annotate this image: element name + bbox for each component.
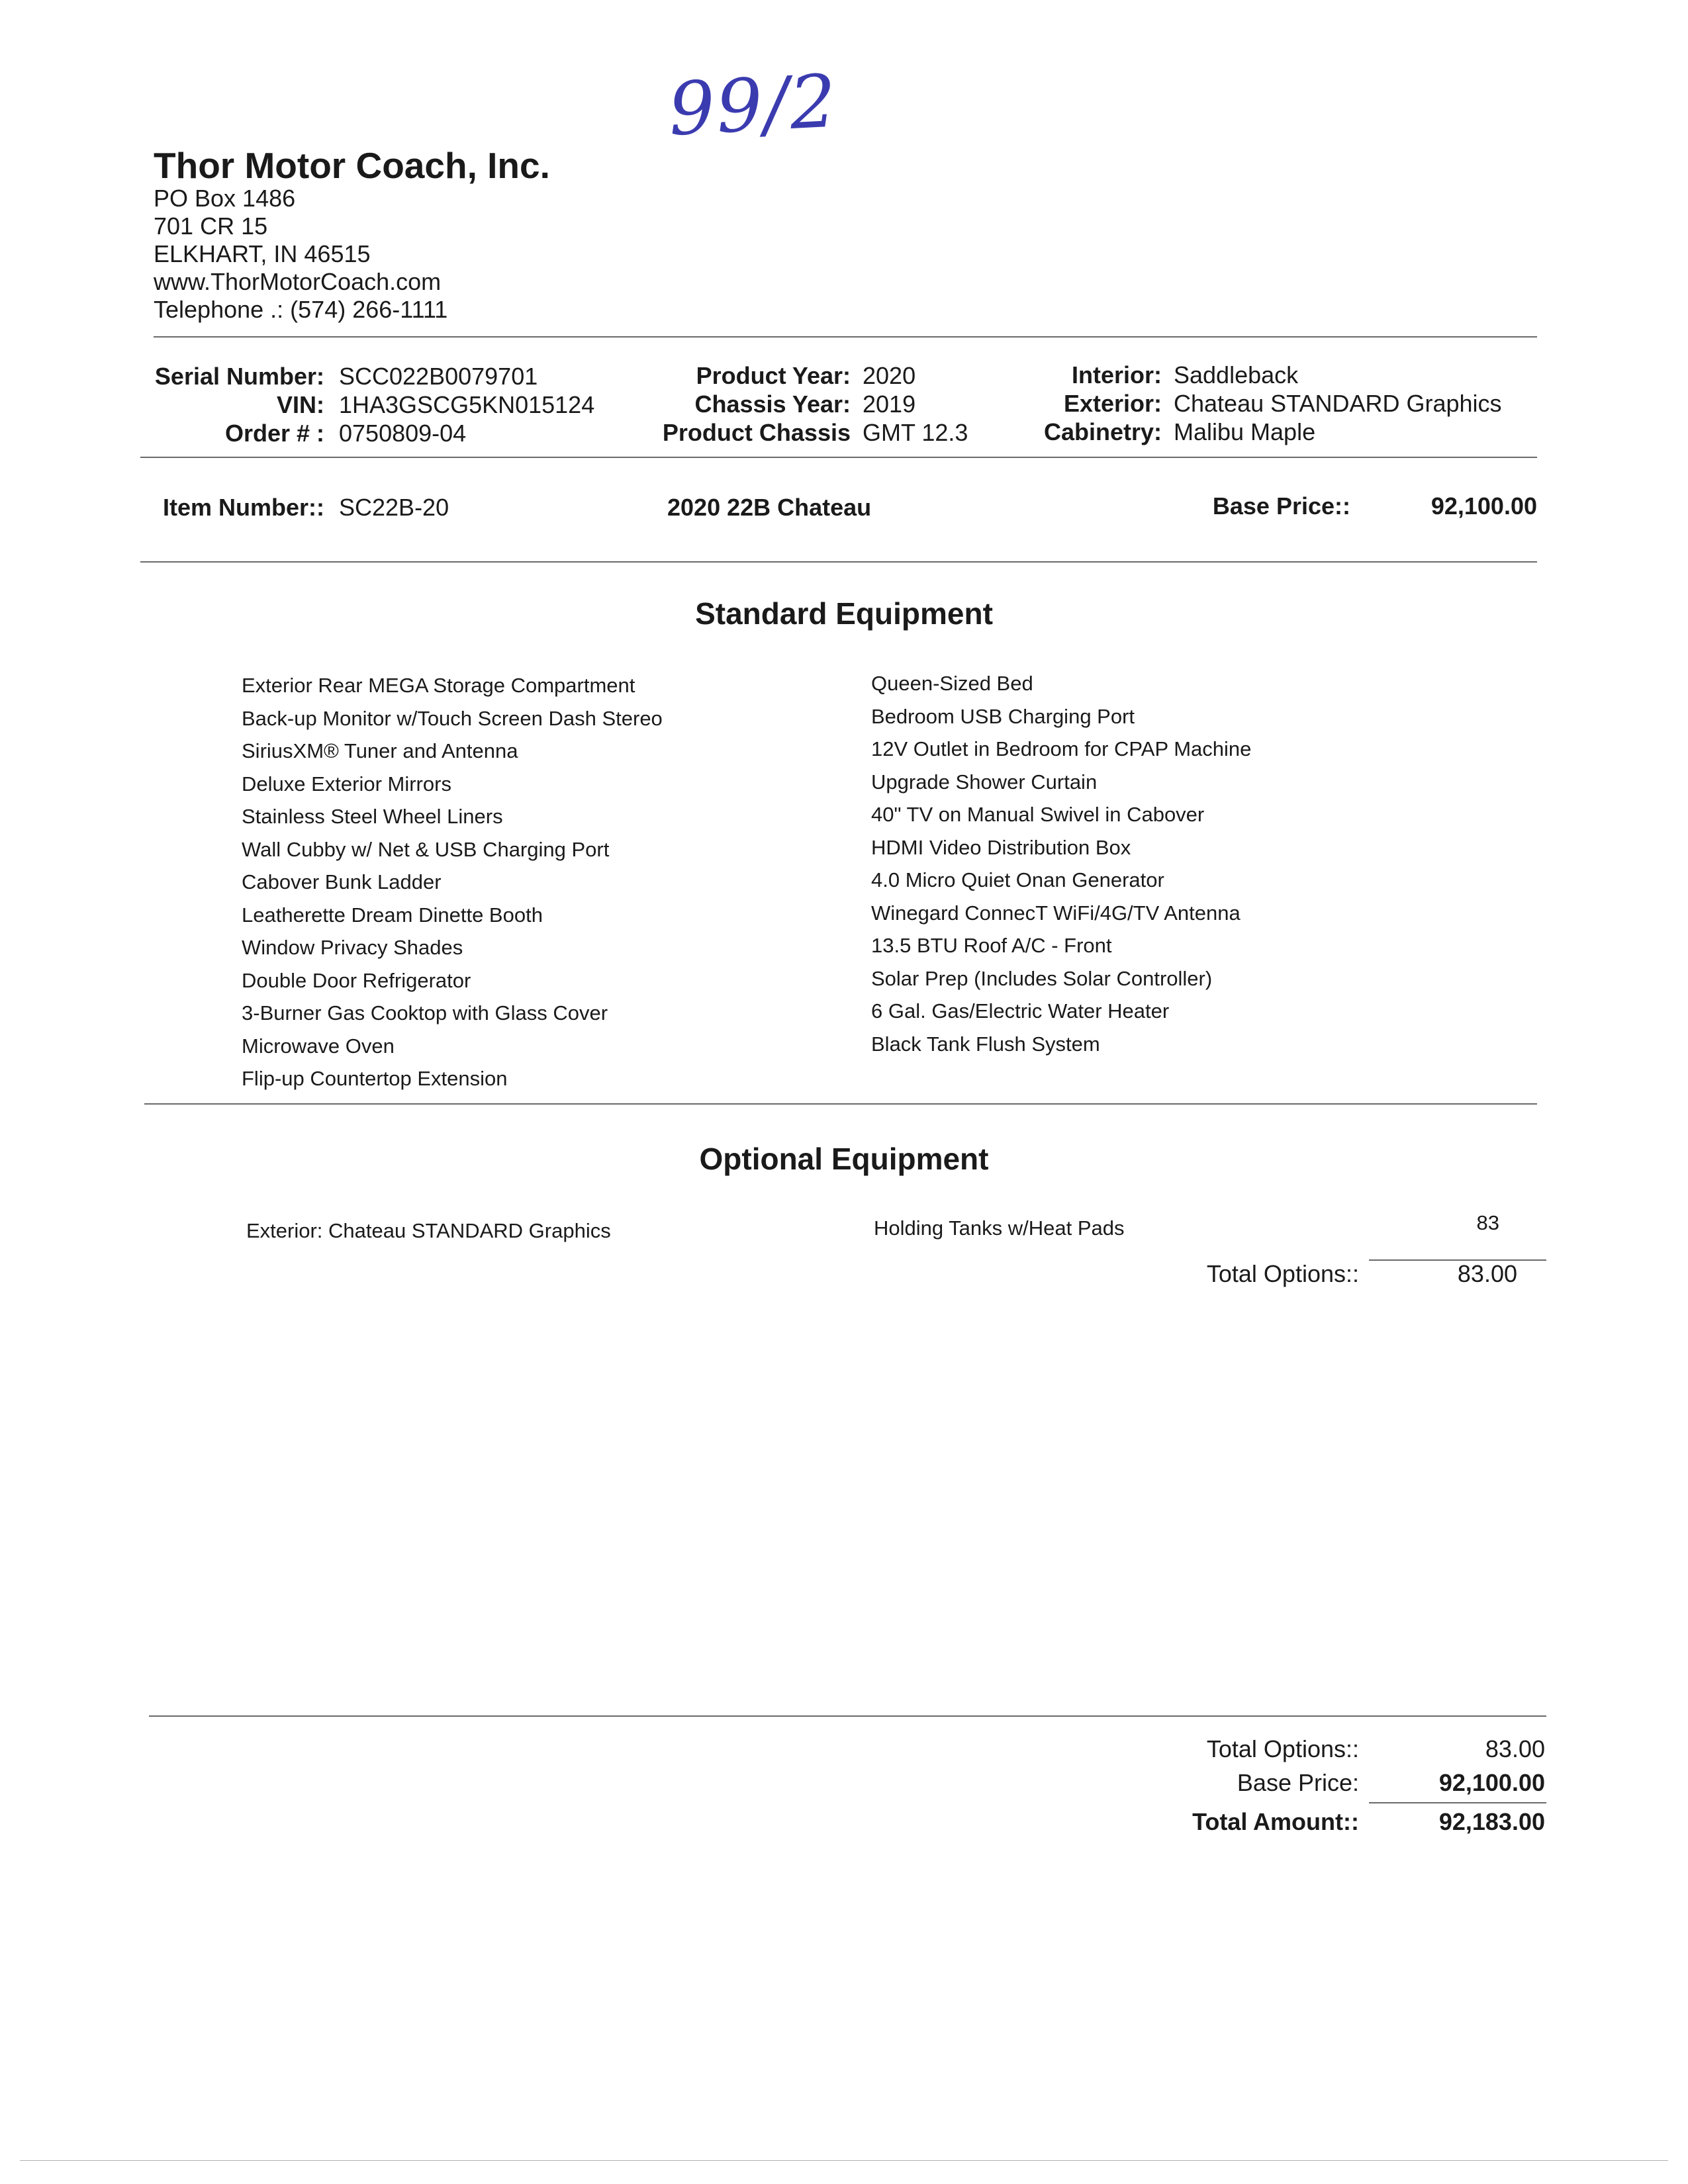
equipment-item: 4.0 Micro Quiet Onan Generator bbox=[871, 868, 1164, 891]
equipment-item: Leatherette Dream Dinette Booth bbox=[242, 903, 543, 927]
option-item-price: 83 bbox=[1476, 1211, 1499, 1234]
serial-number-label: Serial Number: bbox=[154, 363, 324, 390]
equipment-item: Exterior Rear MEGA Storage Compartment bbox=[242, 674, 635, 697]
optional-equipment-title: Optional Equipment bbox=[699, 1142, 989, 1176]
equipment-item: SiriusXM® Tuner and Antenna bbox=[242, 739, 518, 762]
divider bbox=[144, 1103, 1537, 1105]
equipment-item: 3-Burner Gas Cooktop with Glass Cover bbox=[242, 1001, 608, 1024]
base-price-label: Base Price:: bbox=[1212, 492, 1350, 520]
equipment-item: Black Tank Flush System bbox=[871, 1032, 1100, 1056]
product-year-label: Product Year: bbox=[696, 362, 851, 389]
company-name: Thor Motor Coach, Inc. bbox=[154, 145, 550, 186]
interior-label: Interior: bbox=[1071, 361, 1162, 388]
total-options-value: 83.00 bbox=[1457, 1260, 1517, 1287]
summary-base-price-label: Base Price: bbox=[1237, 1769, 1359, 1796]
item-number-value: SC22B-20 bbox=[339, 494, 449, 521]
order-number-label: Order # : bbox=[224, 420, 324, 447]
total-options-label: Total Options:: bbox=[1206, 1260, 1359, 1287]
summary-options-label: Total Options:: bbox=[1206, 1735, 1359, 1762]
summary-options-value: 83.00 bbox=[1485, 1735, 1545, 1762]
equipment-item: Bedroom USB Charging Port bbox=[871, 704, 1135, 728]
equipment-item: 13.5 BTU Roof A/C - Front bbox=[871, 934, 1112, 957]
serial-number-value: SCC022B0079701 bbox=[339, 363, 538, 390]
divider bbox=[149, 1715, 1546, 1717]
page-edge-line bbox=[20, 2160, 1668, 2161]
total-rule bbox=[1369, 1802, 1546, 1803]
standard-equipment-title: Standard Equipment bbox=[695, 596, 993, 631]
address-line: PO Box 1486 bbox=[154, 185, 296, 212]
address-line: ELKHART, IN 46515 bbox=[154, 240, 371, 267]
equipment-item: Window Privacy Shades bbox=[242, 936, 463, 959]
product-chassis-value: GMT 12.3 bbox=[863, 419, 968, 446]
equipment-item: Queen-Sized Bed bbox=[871, 672, 1033, 695]
address-line: 701 CR 15 bbox=[154, 212, 268, 240]
order-number-value: 0750809-04 bbox=[339, 420, 467, 447]
total-amount-label: Total Amount:: bbox=[1192, 1808, 1359, 1835]
interior-value: Saddleback bbox=[1174, 361, 1299, 388]
telephone-line: Telephone .: (574) 266-1111 bbox=[154, 296, 448, 323]
product-chassis-label: Product Chassis bbox=[662, 419, 851, 446]
item-number-label: Item Number:: bbox=[162, 494, 324, 521]
cabinetry-value: Malibu Maple bbox=[1174, 418, 1316, 445]
equipment-item: HDMI Video Distribution Box bbox=[871, 835, 1131, 859]
chassis-year-label: Chassis Year: bbox=[694, 390, 851, 418]
divider bbox=[140, 561, 1537, 563]
equipment-item: Cabover Bunk Ladder bbox=[242, 870, 442, 893]
divider bbox=[140, 457, 1537, 458]
total-amount-value: 92,183.00 bbox=[1438, 1808, 1545, 1835]
model-name: 2020 22B Chateau bbox=[667, 494, 872, 521]
equipment-item: Stainless Steel Wheel Liners bbox=[242, 805, 503, 828]
equipment-item: Upgrade Shower Curtain bbox=[871, 770, 1098, 794]
divider bbox=[154, 336, 1537, 338]
base-price-value: 92,100.00 bbox=[1430, 492, 1537, 520]
equipment-item: 40" TV on Manual Swivel in Cabover bbox=[871, 803, 1205, 826]
equipment-item: 6 Gal. Gas/Electric Water Heater bbox=[871, 999, 1170, 1023]
vin-label: VIN: bbox=[277, 391, 324, 418]
product-year-value: 2020 bbox=[863, 362, 916, 389]
handwritten-note: 99/2 bbox=[666, 58, 840, 152]
option-item: Holding Tanks w/Heat Pads bbox=[874, 1216, 1125, 1240]
equipment-item: Solar Prep (Includes Solar Controller) bbox=[871, 966, 1213, 990]
equipment-item: Winegard ConnecT WiFi/4G/TV Antenna bbox=[871, 901, 1241, 925]
equipment-item: 12V Outlet in Bedroom for CPAP Machine bbox=[871, 737, 1252, 760]
equipment-item: Microwave Oven bbox=[242, 1034, 395, 1058]
website-line: www.ThorMotorCoach.com bbox=[154, 268, 442, 295]
exterior-label: Exterior: bbox=[1063, 390, 1162, 417]
equipment-item: Wall Cubby w/ Net & USB Charging Port bbox=[242, 837, 610, 861]
vin-value: 1HA3GSCG5KN015124 bbox=[339, 391, 595, 418]
option-item: Exterior: Chateau STANDARD Graphics bbox=[246, 1219, 611, 1242]
equipment-item: Double Door Refrigerator bbox=[242, 968, 471, 992]
chassis-year-value: 2019 bbox=[863, 390, 916, 418]
exterior-value: Chateau STANDARD Graphics bbox=[1174, 390, 1502, 417]
summary-base-price-value: 92,100.00 bbox=[1438, 1769, 1545, 1796]
equipment-item: Flip-up Countertop Extension bbox=[242, 1067, 508, 1090]
cabinetry-label: Cabinetry: bbox=[1043, 418, 1162, 445]
equipment-item: Back-up Monitor w/Touch Screen Dash Stereo bbox=[242, 706, 663, 730]
equipment-item: Deluxe Exterior Mirrors bbox=[242, 772, 451, 796]
